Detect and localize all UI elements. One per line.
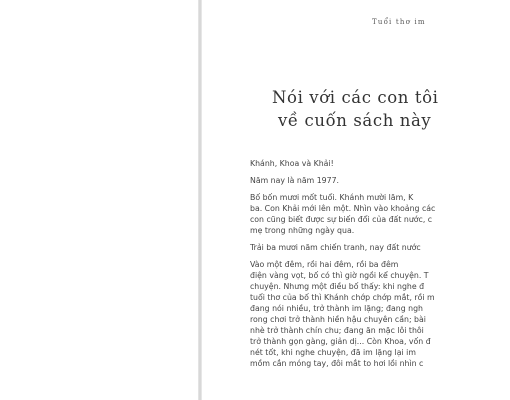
body-line: mẹ trong những ngày qua. [250, 226, 355, 235]
body-line: Khánh, Khoa và Khải! [250, 159, 334, 168]
body-line: chuyện. Nhưng một điều bố thấy: khi nghe đ [250, 282, 425, 291]
body-line: đang nói nhiều, trở thành im lặng; đang ngh [250, 304, 423, 313]
body-text [250, 158, 510, 369]
body-line: con cũng biết được sự biến đổi của đất nước, c [250, 215, 433, 224]
body-line: tuổi thơ của bố thì Khánh chớp chớp mắt, rồi m [250, 293, 435, 302]
left-page[interactable] [0, 0, 198, 400]
body-line: rong chơi trở thành hiền hậu chuyên cần; bài [250, 315, 426, 324]
body-line: Năm nay là năm 1977. [250, 176, 340, 185]
running-head: Tuổi thơ im [372, 18, 426, 26]
body-line: mồm cắn móng tay, đôi mắt to hơi lồi nhìn c [250, 359, 424, 368]
body-line: Trải ba mươi năm chiến tranh, nay đất nước [250, 243, 421, 252]
chapter-title-line-2: về cuốn sách này [278, 111, 432, 130]
body-line: ba. Con Khải mới lên một. Nhìn vào khoảng các [250, 204, 436, 213]
body-line: nhè trở thành chín chu; đang ăn mặc lôi thôi [250, 326, 424, 335]
body-line: trở thành gọn gàng, giản dị... Còn Khoa, vốn đ [250, 337, 431, 346]
body-line: nét tốt, khi nghe chuyện, đã im lặng lại im [250, 348, 416, 357]
right-page[interactable] [202, 0, 439, 400]
body-line: Vào một đêm, rồi hai đêm, rồi ba đêm [250, 260, 399, 269]
chapter-title-line-1: Nói với các con tôi [272, 88, 439, 107]
body-line: điện vàng vọt, bố có thì giờ ngồi kể chuyện. T [250, 271, 429, 280]
body-line: Bố bốn mươi mốt tuổi. Khánh mười lăm, K [250, 193, 414, 202]
